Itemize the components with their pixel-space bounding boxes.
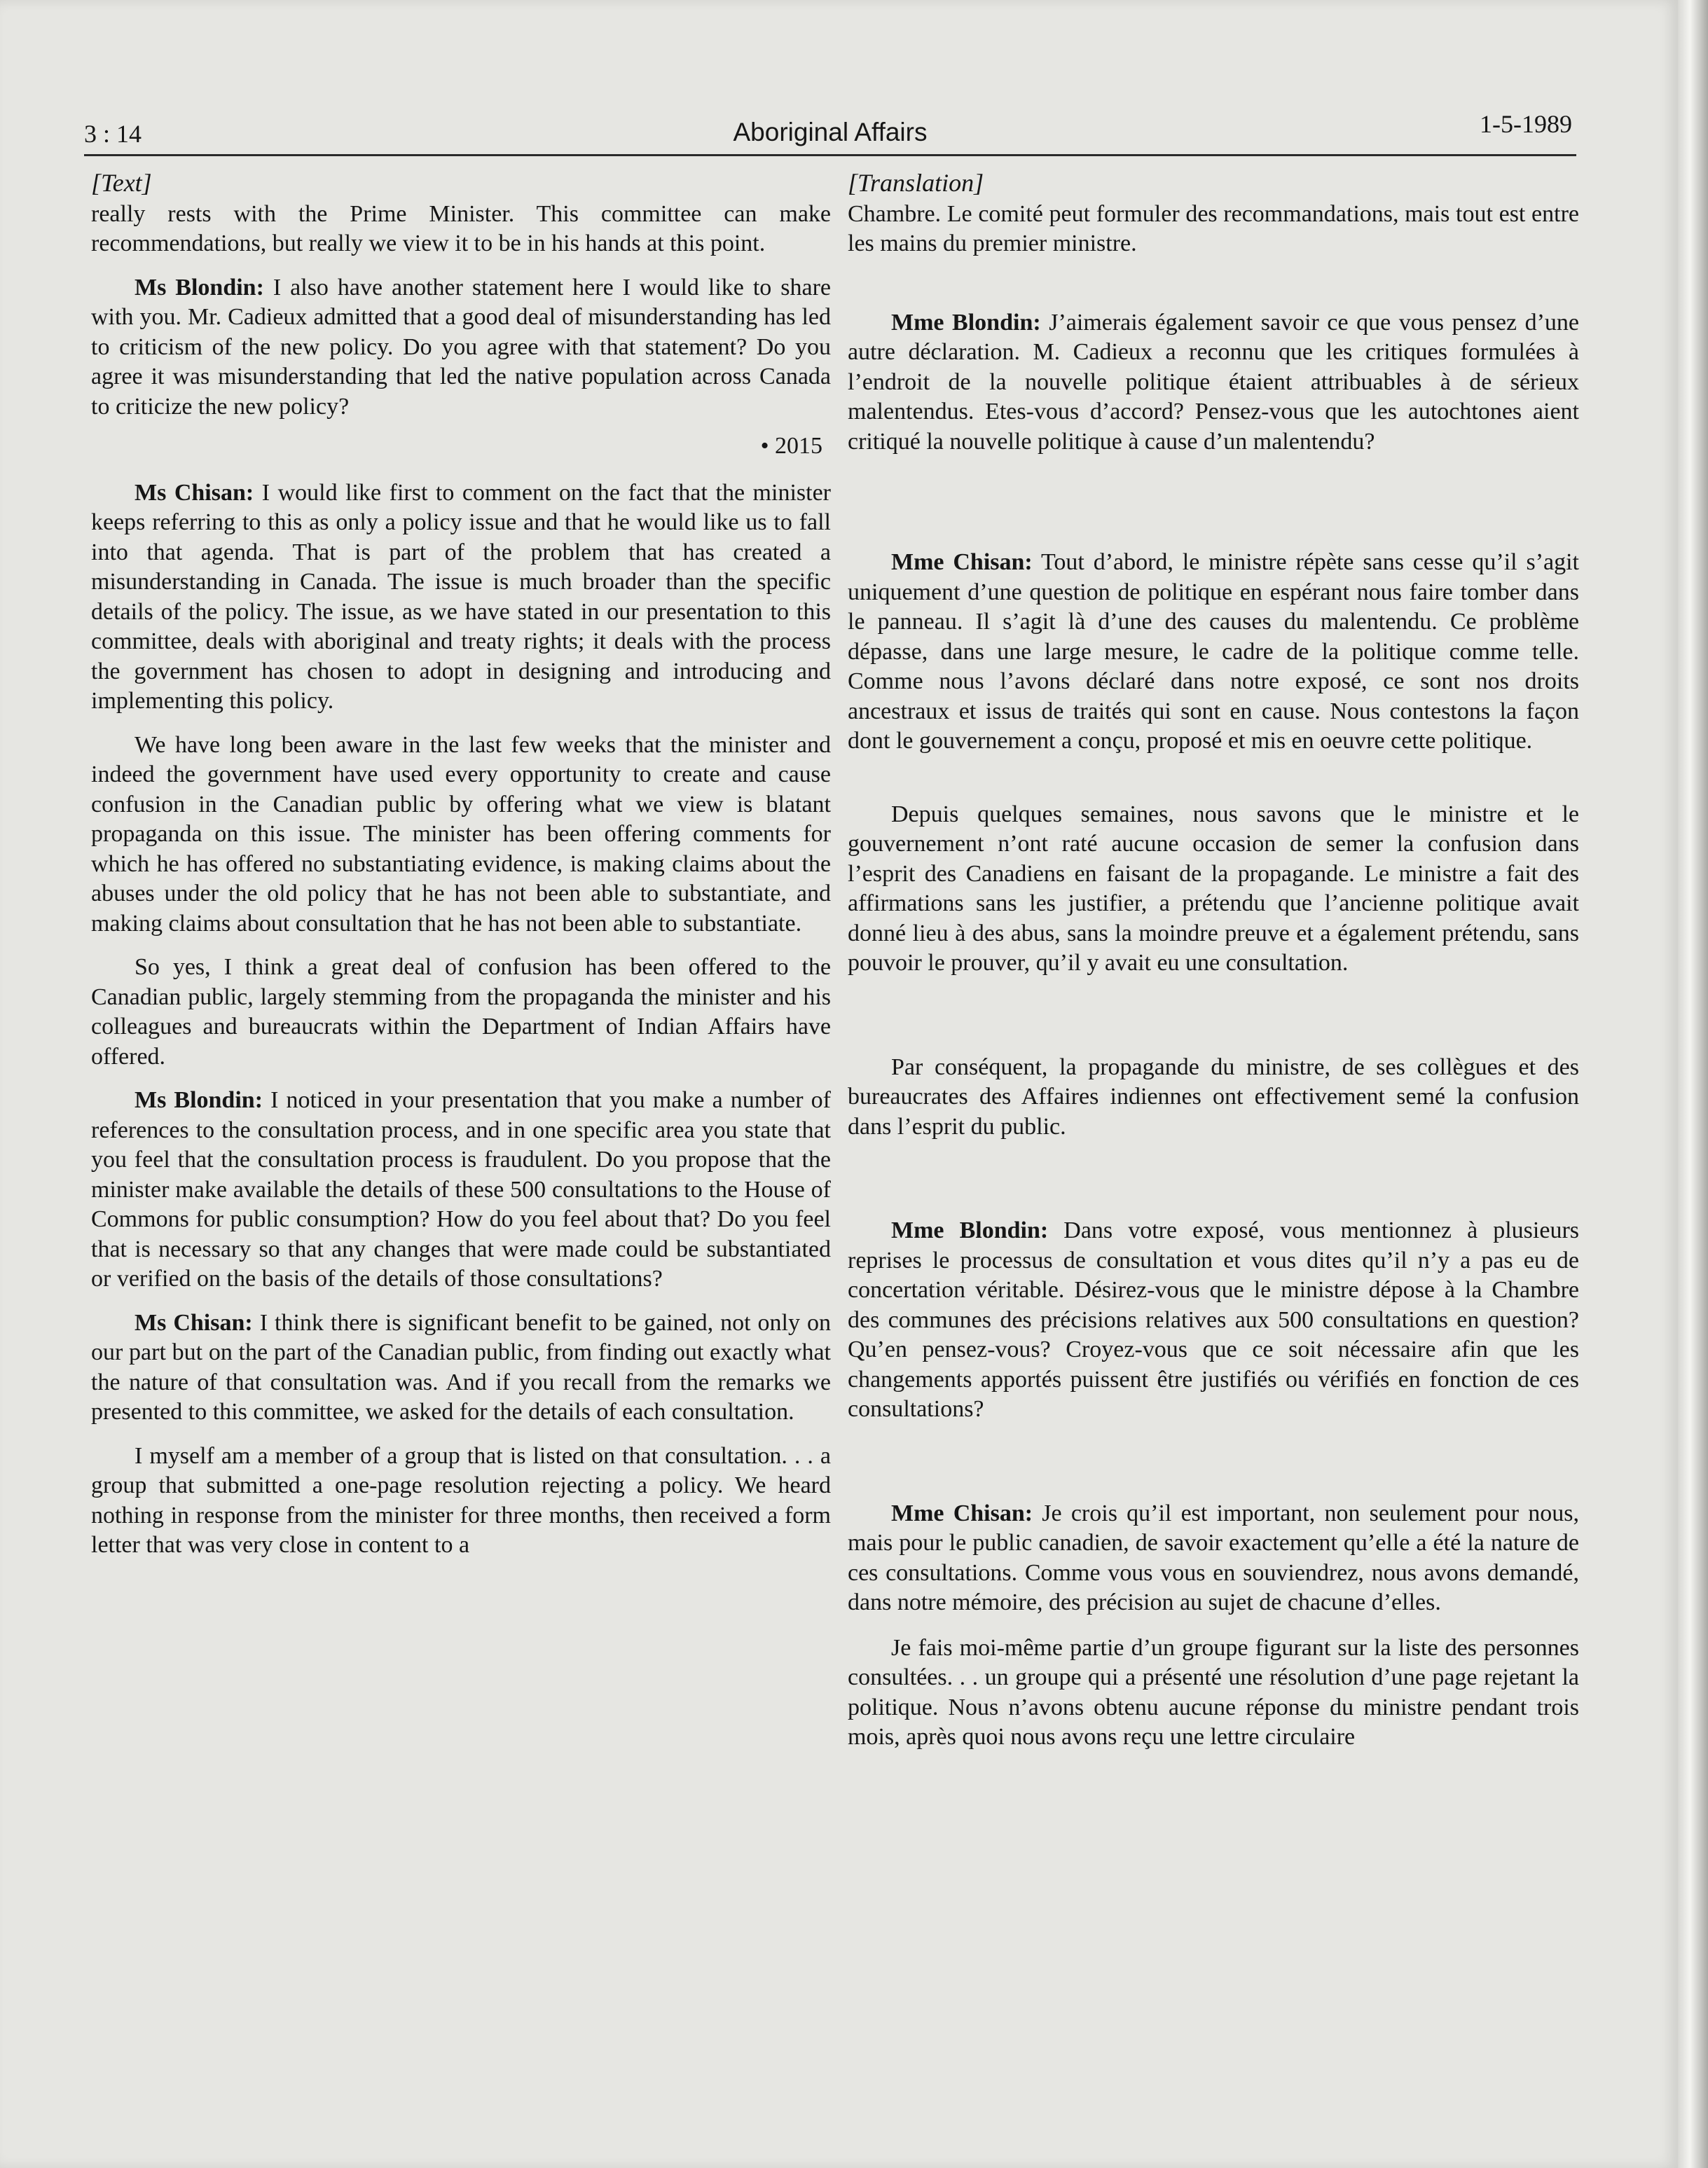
paragraph: Ms Blondin: I noticed in your presentation that you make a number of references to the consultation process, and in one specific area you state that you feel that the consultation process is fraudulent. Do you propose that the minister make available the details of these 500 consultations to the House of Commons for public consumption? How do you feel about that? Do you feel that is necessary so that any changes that were made could be substantiated or verified on the basis of the details of those consultations? bbox=[91, 1087, 831, 1292]
paragraph: Par conséquent, la propagande du ministre, de ses collègues et des bureaucrates des Affaires indiennes ont effectivement semé la confusion dans l’esprit du public. bbox=[848, 1054, 1579, 1140]
speaker-name: Mme Blondin: bbox=[891, 1217, 1049, 1243]
running-header bbox=[84, 105, 1576, 156]
speaker-name: Ms Blondin: bbox=[135, 274, 264, 301]
header-title: Aboriginal Affairs bbox=[733, 118, 928, 146]
speaker-name: Ms Chisan: bbox=[135, 1309, 253, 1336]
header-date: 1-5-1989 bbox=[1480, 110, 1572, 138]
time-stamp: • 2015 bbox=[760, 433, 822, 459]
paragraph: Mme Blondin: Dans votre exposé, vous mentionnez à plusieurs reprises le processus de consultation et vous dites qu’il n’y a pas eu de concertation véritable. Désirez-vous que le ministre dépose à la Chambre des communes des précisions relatives aux 500 consultations en question? Qu’en pensez-vous? Croyez-vous que ce soit nécessaire afin que les changements apportés puissent être justifiés ou vérifiés en fonction de ces consultations? bbox=[848, 1217, 1580, 1422]
text-marker: [Text] bbox=[91, 169, 152, 197]
speaker-name: Ms Blondin: bbox=[135, 1087, 263, 1113]
paragraph: Mme Chisan: Tout d’abord, le ministre répète sans cesse qu’il s’agit uniquement d’une question de politique en espérant nous faire tomber dans le panneau. Il s’agit là d’une des causes du malentendu. Ce problème dépasse, dans une large mesure, le cadre de la politique comme telle. Comme nous l’avons déclaré dans notre exposé, ce sont nos droits ancestraux et issus de traités qui sont en cause. Nous contestons la façon dont le gouvernement a conçu, proposé et mis en oeuvre cette politique. bbox=[848, 549, 1579, 754]
paragraph: Ms Blondin: I also have another statement here I would like to share with you. Mr. Cadieux admitted that a good deal of misunderstanding has led to criticism of the new policy. Do you agree with that statement? Do you agree it was misunderstanding that led the native population across Canada to criticize the new policy? bbox=[91, 274, 831, 420]
paragraph: We have long been aware in the last few weeks that the minister and indeed the government have used every opportunity to create and cause confusion in the Canadian public by offering what we view is blatant propaganda on this issue. The minister has been offering comments for which he has offered no substantiating evidence, is making claims about the abuses under the old policy that he has not been able to substantiate, and making claims about consultation that he has not been able to substantiate. bbox=[91, 731, 831, 937]
paragraph: Ms Chisan: I would like first to comment on the fact that the minister keeps referring to this as only a policy issue and that he would like us to fall into that agenda. That is part of the problem that has created a misunderstanding in Canada. The issue is much broader than the specific details of the policy. The issue, as we have stated in our presentation to this committee, deals with aboriginal and treaty rights; it deals with the process the government has chosen to adopt in designing and introducing and implementing this policy. bbox=[91, 479, 831, 714]
paragraph: Chambre. Le comité peut formuler des recommandations, mais tout est entre les mains du premier ministre. bbox=[848, 200, 1579, 256]
paragraph: really rests with the Prime Minister. This committee can make recommendations, but really we view it to be in his hands at this point. bbox=[91, 200, 831, 256]
paragraph: Je fais moi-même partie d’un groupe figurant sur la liste des personnes consultées. . . un groupe qui a présenté une résolution d’une page rejetant la politique. Nous n’avons obtenu aucune réponse du ministre pendant trois mois, après quoi nous avons reçu une lettre circulaire bbox=[848, 1634, 1579, 1750]
paragraph: So yes, I think a great deal of confusion has been offered to the Canadian public, largely stemming from the propaganda the minister and his colleagues and bureaucrats within the Department of Indian Affairs have offered. bbox=[91, 954, 831, 1070]
speaker-name: Mme Blondin: bbox=[891, 309, 1041, 336]
speaker-name: Ms Chisan: bbox=[135, 479, 254, 506]
page-edge bbox=[1678, 0, 1708, 2168]
paragraph: Ms Chisan: I think there is significant benefit to be gained, not only on our part but on the part of the Canadian public, from finding out exactly what the nature of that consultation was. And if you recall from the remarks we presented to this committee, we asked for the details of each consultation. bbox=[91, 1309, 831, 1425]
paragraph: Mme Blondin: J’aimerais également savoir ce que vous pensez d’une autre déclaration. M. Cadieux a reconnu que les critiques formulées à l’endroit de la nouvelle politique étaient attribuables à de sérieux malentendus. Etes-vous d’accord? Pensez-vous que les autochtones aient critiqué la nouvelle politique à cause d’un malentendu? bbox=[848, 309, 1580, 455]
page-number: 3 : 14 bbox=[84, 120, 142, 148]
speaker-name: Mme Chisan: bbox=[891, 1500, 1033, 1526]
left-column-english bbox=[91, 168, 831, 1561]
speaker-name: Mme Chisan: bbox=[891, 549, 1033, 575]
paragraph: Depuis quelques semaines, nous savons que le ministre et le gouvernement n’ont raté aucune occasion de semer la confusion dans l’esprit des Canadiens en faisant de la propagande. Le ministre a fait des affirmations sans les justifier, a prétendu que l’ancienne politique avait donné lieu à des abus, sans la moindre preuve et a également prétendu, sans pouvoir le prouver, qu’il y avait eu une consultation. bbox=[848, 801, 1579, 976]
paragraph: Mme Chisan: Je crois qu’il est important, non seulement pour nous, mais pour le public canadien, de savoir exactement qu’elle a été la nature de ces consultations. Comme vous vous en souviendrez, nous avons demandé, dans notre mémoire, des précision au sujet de chacune d’elles. bbox=[848, 1500, 1579, 1615]
translation-marker: [Translation] bbox=[848, 169, 984, 197]
paragraph: I myself am a member of a group that is listed on that consultation. . . a group that submitted a one-page resolution rejecting a policy. We heard nothing in response from the minister for three months, then received a form letter that was very close in content to a bbox=[91, 1442, 831, 1558]
right-column-french bbox=[848, 168, 1579, 1753]
